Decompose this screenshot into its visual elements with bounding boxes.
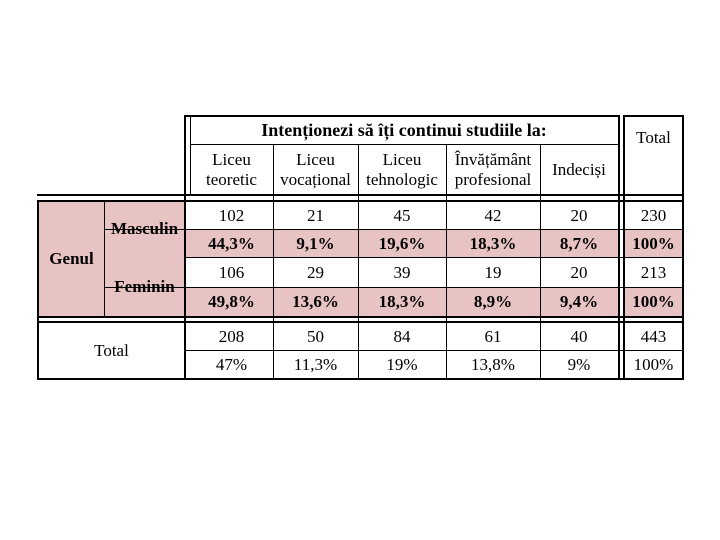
percent-cell: 18,3% (469, 233, 517, 253)
column-header-line: teoretic (206, 170, 257, 189)
percent-cell: 19,6% (378, 233, 426, 253)
column-header-line: Liceu (296, 150, 335, 169)
percent-cell: 19% (386, 354, 418, 374)
total-column-header: Total (636, 128, 671, 147)
column-header (273, 146, 358, 194)
column-header (358, 146, 446, 194)
column-header-line: profesional (454, 170, 532, 189)
count-cell: 20 (570, 262, 588, 282)
count-cell: 42 (484, 205, 502, 225)
count-total-cell: 443 (640, 326, 667, 346)
border-bottom (37, 378, 684, 380)
percent-cell: 13,8% (471, 354, 515, 374)
count-total-cell: 213 (640, 262, 667, 282)
percent-cell: 9,4% (559, 292, 599, 311)
count-cell: 19 (484, 262, 502, 282)
column-header-line: Învățământ (454, 150, 532, 169)
border-header-bottom (184, 194, 684, 196)
count-cell: 29 (307, 262, 324, 282)
column-header-line: Liceu (212, 150, 251, 169)
count-cell: 39 (393, 262, 411, 282)
border-title-bottom (190, 144, 620, 145)
border-header-left-outer (184, 115, 186, 380)
percent-cell: 8,9% (473, 292, 513, 311)
group-label: Genul (49, 249, 94, 268)
column-header-line: Liceu (382, 150, 422, 169)
row-label-total: Total (94, 340, 129, 360)
percent-cell: 47% (215, 354, 248, 374)
percent-cell: 9% (567, 354, 591, 374)
count-total-cell: 230 (640, 205, 667, 225)
percent-cell: 8,7% (559, 233, 599, 253)
count-cell: 21 (307, 205, 324, 225)
count-cell: 40 (570, 326, 588, 346)
count-cell: 106 (218, 262, 245, 282)
column-header (446, 146, 540, 194)
count-cell: 20 (570, 205, 588, 225)
percent-cell: 9,1% (296, 233, 335, 253)
border-header-outer-left (37, 194, 186, 196)
column-header (540, 146, 618, 194)
border-right (682, 115, 684, 380)
percent-cell: 13,6% (292, 292, 339, 311)
count-cell: 84 (393, 326, 411, 346)
count-cell: 61 (484, 326, 502, 346)
count-cell: 208 (218, 326, 245, 346)
count-cell: 45 (393, 205, 411, 225)
table-title: Intenționezi să îți continui studiile la: (261, 120, 547, 140)
percent-cell: 44,3% (208, 233, 255, 253)
column-header-line: vocațional (280, 170, 351, 189)
row-label-feminin: Feminin (114, 277, 175, 296)
count-cell: 50 (307, 326, 324, 346)
percent-total-cell: 100% (632, 292, 675, 311)
row-label-masculin: Masculin (110, 219, 179, 238)
column-header (190, 146, 273, 194)
border-body-bottom (37, 316, 684, 318)
percent-cell: 11,3% (293, 354, 338, 374)
count-cell: 102 (218, 205, 245, 225)
percent-cell: 18,3% (378, 292, 426, 311)
border-main-right (618, 115, 620, 380)
percent-total-cell: 100% (633, 354, 674, 374)
percent-cell: 49,8% (208, 292, 255, 311)
column-header-line: tehnologic (366, 170, 438, 189)
percent-total-cell: 100% (632, 233, 675, 253)
column-header-line: Indeciși (552, 160, 606, 179)
